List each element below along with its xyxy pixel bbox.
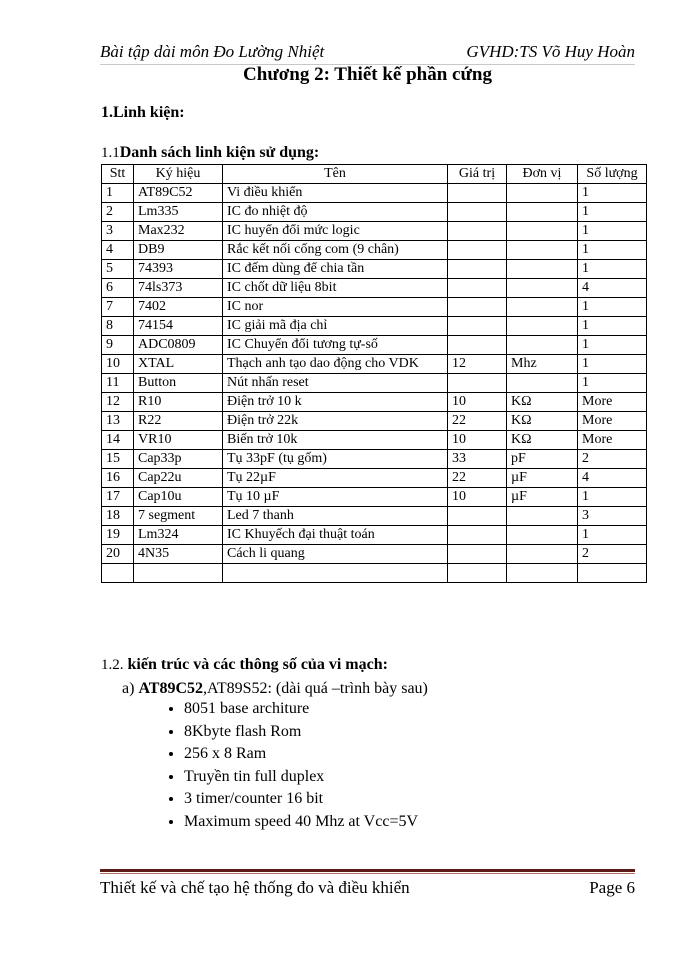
table-cell-stt: 9 [102,336,134,355]
table-cell-unit [507,203,578,222]
table-row [102,241,647,260]
table-cell-symbol: Button [134,374,223,393]
table-cell-symbol: ADC0809 [134,336,223,355]
table-cell-symbol: R10 [134,393,223,412]
table-cell-quantity: 4 [578,469,647,488]
header-cell-unit: Đơn vị [507,165,578,184]
table-cell-unit [507,222,578,241]
table-cell-quantity: 1 [578,203,647,222]
spec-item: • 8Kbyte flash Rom [184,721,418,744]
table-cell-name: IC huyển đổi mức logic [223,222,448,241]
table-row [102,317,647,336]
table-cell-value [448,298,507,317]
table-cell-name: IC giải mã địa chỉ [223,317,448,336]
spec-item: • 8051 base architure [184,698,418,721]
table-cell-name: IC chốt dữ liệu 8bit [223,279,448,298]
table-cell-name: Tụ 33pF (tụ gốm) [223,450,448,469]
table-cell-unit [507,260,578,279]
table-cell-unit: µF [507,488,578,507]
header-cell-symbol: Ký hiệu [134,165,223,184]
table-cell-name: Điện trở 10 k [223,393,448,412]
table-cell-stt: 4 [102,241,134,260]
table-cell-symbol: Cap33p [134,450,223,469]
item-a-chip: AT89C52 [138,680,204,697]
table-cell-stt: 7 [102,298,134,317]
table-cell-symbol: 7402 [134,298,223,317]
chapter-title: Chương 2: Thiết kế phần cứng [243,64,492,85]
table-cell-symbol: Lm335 [134,203,223,222]
table-cell-stt [102,564,134,583]
table-row [102,507,647,526]
table-cell-stt: 16 [102,469,134,488]
table-cell-value: 22 [448,412,507,431]
table-cell-unit [507,336,578,355]
table-cell-value [448,260,507,279]
table-row [102,450,647,469]
table-cell-symbol: AT89C52 [134,184,223,203]
table-cell-value [448,317,507,336]
table-cell-symbol [134,564,223,583]
table-cell-symbol: Max232 [134,222,223,241]
table-cell-name: Điện trở 22k [223,412,448,431]
table-row [102,298,647,317]
table-cell-quantity [578,564,647,583]
table-cell-value: 22 [448,469,507,488]
table-cell-value [448,374,507,393]
table-cell-quantity: 1 [578,260,647,279]
item-a [122,680,428,698]
section-1-1-title: Danh sách linh kiện sử dụng: [119,144,320,161]
table-cell-stt: 6 [102,279,134,298]
table-cell-symbol: 7 segment [134,507,223,526]
table-cell-quantity: 3 [578,507,647,526]
page-number: Page 6 [589,878,635,897]
table-cell-value [448,203,507,222]
table-cell-unit [507,241,578,260]
table-cell-stt: 14 [102,431,134,450]
table-cell-stt: 12 [102,393,134,412]
table-row [102,184,647,203]
header-instructor: GVHD:TS Võ Huy Hoàn [466,42,635,61]
table-cell-unit [507,298,578,317]
table-cell-unit [507,317,578,336]
table-cell-quantity: 1 [578,355,647,374]
table-cell-unit [507,564,578,583]
table-cell-quantity: 1 [578,184,647,203]
table-cell-name: IC nor [223,298,448,317]
table-cell-value [448,526,507,545]
table-cell-name: Rắc kết nối cổng com (9 chân) [223,241,448,260]
table-row [102,222,647,241]
table-row [102,469,647,488]
header-cell-name: Tên [223,165,448,184]
table-cell-value [448,279,507,298]
table-cell-unit [507,184,578,203]
table-cell-value [448,336,507,355]
table-row [102,431,647,450]
table-cell-stt: 8 [102,317,134,336]
table-cell-name [223,564,448,583]
table-cell-value [448,564,507,583]
table-cell-stt: 1 [102,184,134,203]
table-row [102,260,647,279]
spec-item: • 3 timer/counter 16 bit [184,788,418,811]
table-cell-quantity: More [578,412,647,431]
footer-divider-thin [100,873,635,874]
table-cell-symbol: 74154 [134,317,223,336]
header-cell-stt: Stt [102,165,134,184]
footer-title: Thiết kế và chế tạo hệ thống đo và điều khiển [100,878,410,897]
table-header-row [102,165,647,184]
table-cell-unit [507,279,578,298]
table-cell-unit: KΩ [507,412,578,431]
table-cell-value: 12 [448,355,507,374]
table-cell-value [448,241,507,260]
header-cell-value: Giá trị [448,165,507,184]
table-cell-name: IC đếm dùng để chia tần [223,260,448,279]
footer-divider-thick [100,869,635,872]
table-cell-quantity: 1 [578,317,647,336]
table-cell-quantity: 1 [578,222,647,241]
table-cell-unit [507,507,578,526]
table-cell-name: Tụ 22µF [223,469,448,488]
table-cell-unit: Mhz [507,355,578,374]
table-cell-unit: KΩ [507,431,578,450]
table-cell-value [448,184,507,203]
table-cell-name: Tụ 10 µF [223,488,448,507]
table-cell-quantity: 1 [578,336,647,355]
table-cell-quantity: More [578,393,647,412]
table-cell-name: IC Chuyển đổi tương tự-số [223,336,448,355]
table-cell-value [448,222,507,241]
table-cell-quantity: 1 [578,374,647,393]
section-1-2-title: kiến trúc và các thông số của vi mạch: [123,656,388,673]
table-cell-name: Thạch anh tạo dao động cho VDK [223,355,448,374]
section-1-1-heading [101,144,319,162]
spec-item: • Truyền tin full duplex [184,766,418,789]
table-cell-unit [507,526,578,545]
table-cell-value [448,545,507,564]
table-cell-stt: 5 [102,260,134,279]
table-cell-name: Vi điều khiển [223,184,448,203]
table-cell-symbol: 74393 [134,260,223,279]
table-row [102,336,647,355]
table-row [102,203,647,222]
page-header [100,42,635,62]
table-cell-value: 10 [448,393,507,412]
table-cell-stt: 20 [102,545,134,564]
table-cell-value: 10 [448,431,507,450]
table-cell-symbol: 74ls373 [134,279,223,298]
section-1-heading: 1.Linh kiện: [101,104,185,121]
table-cell-quantity: 1 [578,488,647,507]
table-cell-stt: 11 [102,374,134,393]
section-1-2-number: 1.2. [101,657,124,673]
table-cell-symbol: Cap22u [134,469,223,488]
table-cell-value [448,507,507,526]
table-row [102,355,647,374]
table-cell-quantity: 1 [578,241,647,260]
table-cell-unit: pF [507,450,578,469]
table-cell-name: Biến trở 10k [223,431,448,450]
table-cell-symbol: VR10 [134,431,223,450]
table-cell-stt: 3 [102,222,134,241]
section-1-1-number: 1.1 [101,145,120,161]
header-course-title: Bài tập dài môn Đo Lường Nhiệt [100,42,325,61]
page-footer [100,878,635,898]
table-cell-stt: 18 [102,507,134,526]
table-row-empty [102,564,647,583]
table-cell-stt: 2 [102,203,134,222]
table-row [102,545,647,564]
table-cell-symbol: XTAL [134,355,223,374]
header-cell-quantity: Số lượng [578,165,647,184]
table-cell-quantity: 4 [578,279,647,298]
table-cell-value: 33 [448,450,507,469]
table-row [102,374,647,393]
table-cell-quantity: 2 [578,545,647,564]
table-cell-stt: 15 [102,450,134,469]
component-table [101,164,647,583]
spec-item: • Maximum speed 40 Mhz at Vcc=5V [184,811,418,834]
table-row [102,526,647,545]
table-cell-quantity: 1 [578,526,647,545]
table-cell-value: 10 [448,488,507,507]
table-cell-unit: KΩ [507,393,578,412]
table-cell-name: IC Khuyếch đại thuật toán [223,526,448,545]
item-a-prefix: a) [122,680,139,697]
table-cell-stt: 10 [102,355,134,374]
table-row [102,488,647,507]
section-1-2-heading [101,656,388,674]
table-cell-symbol: 4N35 [134,545,223,564]
table-cell-name: Led 7 thanh [223,507,448,526]
item-a-rest: ,AT89S52: (dài quá –trình bày sau) [203,680,428,697]
table-row [102,393,647,412]
table-cell-symbol: Lm324 [134,526,223,545]
table-cell-quantity: 1 [578,298,647,317]
table-cell-quantity: 2 [578,450,647,469]
table-cell-name: Cách li quang [223,545,448,564]
table-cell-stt: 13 [102,412,134,431]
table-cell-stt: 19 [102,526,134,545]
table-cell-unit: µF [507,469,578,488]
table-cell-stt: 17 [102,488,134,507]
spec-list [137,698,418,833]
spec-item: • 256 x 8 Ram [184,743,418,766]
table-cell-quantity: More [578,431,647,450]
table-cell-symbol: Cap10u [134,488,223,507]
table-cell-name: IC đo nhiệt độ [223,203,448,222]
table-cell-symbol: R22 [134,412,223,431]
table-row [102,412,647,431]
table-cell-unit [507,545,578,564]
table-cell-unit [507,374,578,393]
table-row [102,279,647,298]
table-cell-symbol: DB9 [134,241,223,260]
table-cell-name: Nút nhấn reset [223,374,448,393]
